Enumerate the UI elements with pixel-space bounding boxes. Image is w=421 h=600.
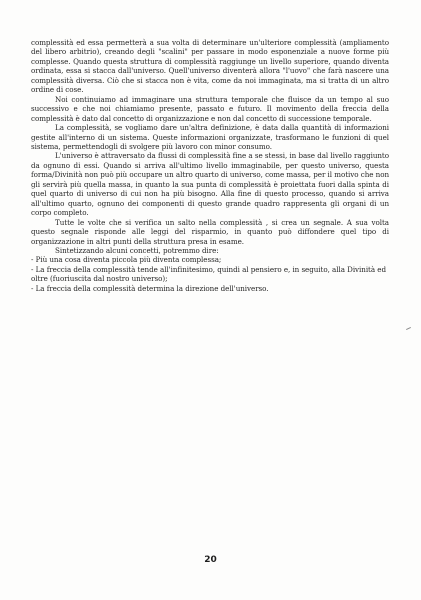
page-number: 20 [204, 555, 217, 565]
paragraph-2: Noi continuiamo ad immaginare una struttura temporale che fluisce da un tempo al suo successivo e che noi chiamiamo presente, passato e futuro. Il movimento della freccia della complessità è dato dal concetto di organizzazione e non dal concetto di successione temporale. [31, 94, 389, 123]
scan-margin-mark [406, 327, 411, 330]
list-item-1: - Più una cosa diventa piccola più diventa complessa; [31, 255, 222, 265]
paragraph-4: L'universo è attraversato da flussi di complessità fine a se stessi, in base dal livello raggiunto da ognuno di essi. Quando si arriva all'ultimo livello immaginabile, per questo universo, questa forma/Divinità non può più occupare un altro quarto di universo, come massa, per il motivo che non gli servirà più quella massa, in quanto la sua punta di complessità è proiettata fuori dalla spinta di quel quarto di universo di cui non ha più bisogno. Alla fine di questo processo, quando si arriva all'ultimo quarto, ognuno dei componenti di questo grande quadro rappresenta gli organi di un corpo completo. [31, 151, 389, 218]
list-item-3: - La freccia della complessità determina la direzione dell'universo. [31, 283, 269, 293]
body-text [31, 38, 389, 293]
paragraph-3: La complessità, se vogliamo dare un'altra definizione, è data dalla quantità di informazioni gestite all'interno di un sistema. Queste informazioni organizzate, trasformano le funzioni di quel sistema, permettendogli di svolgere più lavoro con minor consumo. [31, 123, 389, 151]
list-item-2: - La freccia della complessità tende all'infinitesimo, quindi al pensiero e, in seguito, alla Divinità ed oltre (fuoriuscita dal nostro universo); [31, 264, 387, 284]
paragraph-5: Tutte le volte che si verifica un salto nella complessità , si crea un segnale. A sua volta questo segnale risponde alle leggi del risparmio, in quanto può diffondere quel tipo di organizzazione in altri punti della struttura presa in esame. [31, 217, 389, 246]
paragraph-6: Sintetizzando alcuni concetti, potremmo dire: [55, 245, 219, 255]
paragraph-1: complessità ed essa permetterà a sua volta di determinare un'ulteriore complessità (ampliamento del libero arbitrio), creando degli "scalini" per passare in modo esponenziale a nuove forme più complesse. Quando questa struttura di complessità raggiunge un livello superiore, quando diventa ordinata, essa si stacca dall'universo. Quell'universo diventerà allora "l'uovo" che farà nascere una complessità diversa. Ciò che si stacca non è vita, come da noi immaginata, ma si tratta di un altro ordine di cose. [31, 38, 389, 95]
